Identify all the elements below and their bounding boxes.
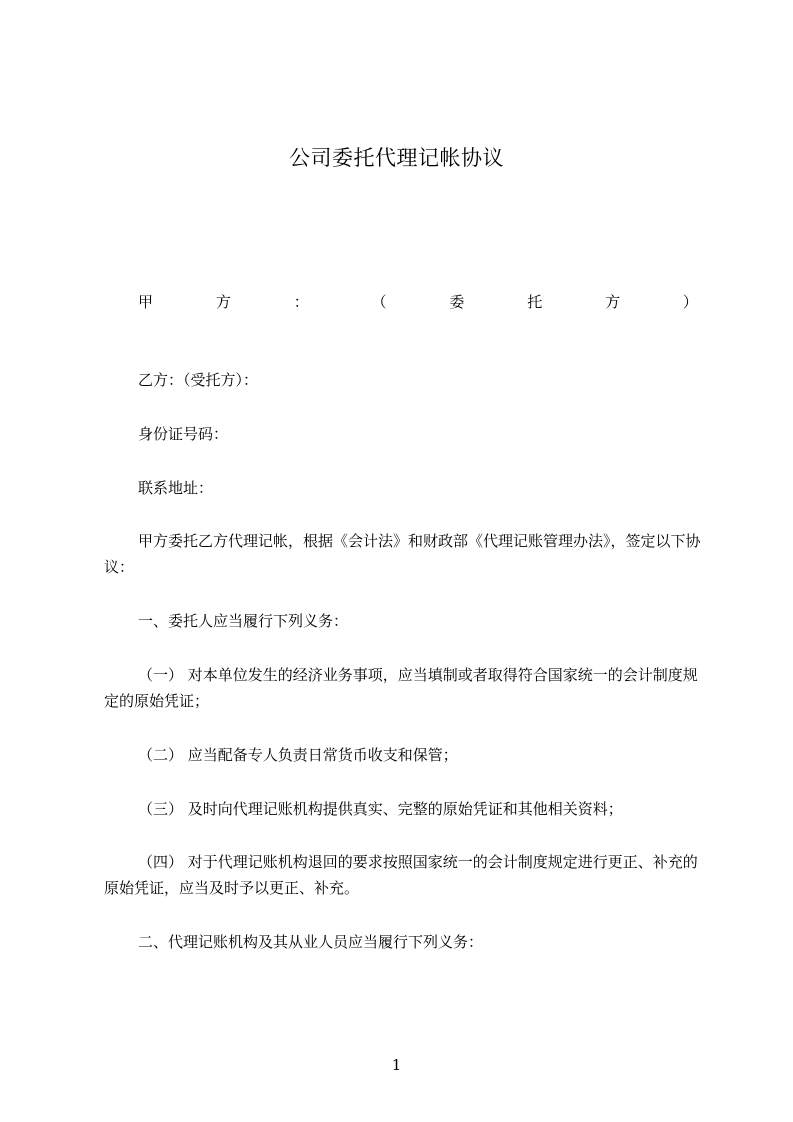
intro-paragraph: 甲方委托乙方代理记帐，根据《会计法》和财政部《代理记账管理办法》，签定以下协议： <box>104 532 701 576</box>
party-a-char: 甲 <box>138 293 154 311</box>
party-a-line <box>138 291 698 312</box>
section-1-item-2: （二） 应当配备专人负责日常货币收支和保管； <box>138 746 458 764</box>
section-1-item-4: （四） 对于代理记账机构退回的要求按照国家统一的会计制度规定进行更正、补充的原始凭证，应当及时予以更正、补充。 <box>104 853 698 897</box>
document-title: 公司委托代理记帐协议 <box>289 146 504 170</box>
party-a-char: 托 <box>527 293 543 311</box>
party-a-char: ） <box>682 293 698 311</box>
section-1-item-3: （三） 及时向代理记账机构提供真实、完整的原始凭证和其他相关资料； <box>138 800 623 818</box>
party-a-char: 方 <box>215 293 231 311</box>
address-line: 联系地址： <box>138 479 214 497</box>
id-number-line: 身份证号码： <box>138 425 229 443</box>
party-a-char: 方 <box>605 293 621 311</box>
section-1-heading: 一、委托人应当履行下列义务： <box>138 612 349 630</box>
section-2-heading: 二、代理记账机构及其从业人员应当履行下列义务： <box>138 933 484 951</box>
party-a-char: 委 <box>449 293 465 311</box>
party-a-char: （ <box>371 293 387 311</box>
page-number: 1 <box>391 1056 402 1074</box>
party-a-char: ： <box>293 293 309 311</box>
section-1-item-1: （一） 对本单位发生的经济业务事项，应当填制或者取得符合国家统一的会计制度规定的原始凭证； <box>104 666 698 710</box>
party-b-line: 乙方：（受托方）： <box>138 371 259 389</box>
